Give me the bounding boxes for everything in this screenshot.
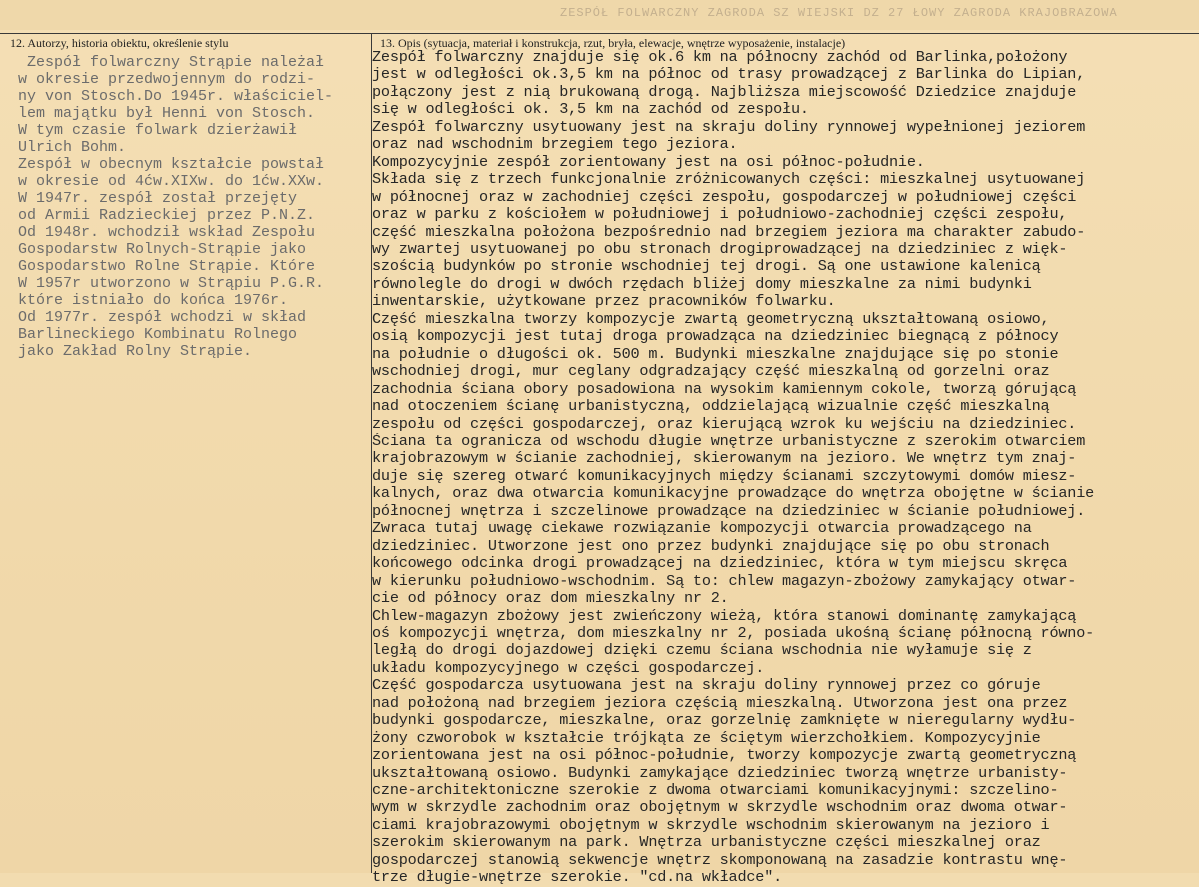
description-line: budynki gospodarcze, mieszkalne, oraz gorzelnię zamknięte w nieregularny wydłu- (372, 712, 1077, 730)
description-line: nad położoną nad brzegiem jeziora częścią mieszkalną. Utworzona jest ona przez (372, 694, 1068, 712)
description-line: wy zwartej usytuowanej po obu stronach drogiprowadzącej na dziedziniec z więk- (372, 240, 1068, 258)
description-line: ległą do drogi dojazdowej dzięki czemu ściana wschodnia nie wyłamuje się z (372, 642, 1032, 660)
description-line: układu kompozycyjnego w części gospodarczej. (372, 659, 765, 677)
history-line: Od 1948r. wchodził wskład Zespołu (18, 224, 316, 241)
history-line: w okresie od 4ćw.XIXw. do 1ćw.XXw. (18, 173, 325, 190)
description-line: inwentarskie, użytkowane przez pracowników folwarku. (372, 293, 836, 311)
description-line: oraz nad wschodnim brzegiem tego jeziora. (372, 136, 738, 154)
description-line: osią kompozycji jest tutaj droga prowadząca na dziedziniec biegnącą z północy (372, 328, 1059, 346)
history-line: W tym czasie folwark dzierżawił (18, 122, 298, 139)
history-line: Zespół folwarczny Strąpie należał (18, 54, 325, 71)
field-13-label: 13. Opis (sytuacja, materiał i konstrukcja, rzut, bryła, elewacje, wnętrze wyposażenie, instalacje) (380, 36, 846, 50)
history-line: ny von Stosch.Do 1945r. właściciel- (18, 88, 334, 105)
description-line: połączony jest z nią brukowaną drogą. Najbliższa miejscowość Dziedzice znajduje (372, 83, 1077, 101)
description-line: część mieszkalna położona bezpośrednio nad brzegiem jeziora ma charakter zabudo- (372, 223, 1086, 241)
description-line: wschodniej drogi, mur ceglany odgradzający część mieszkalną od gorzelni oraz (372, 363, 1050, 381)
history-line: w okresie przedwojennym do rodzi- (18, 71, 316, 88)
description-line: północnej wnętrza i szczelinowe prowadzące na dziedziniec w ścianie południowej. (372, 502, 1086, 520)
description-line: równolegle do drogi w dwóch rzędach bliżej domy mieszkalne za nimi budynki (372, 275, 1032, 293)
description-line: Ściana ta ogranicza od wschodu długie wnętrze urbanistyczne z szerokim otwarciem (372, 432, 1086, 450)
description-line: jest w odległości ok.3,5 km na północ od trasy prowadzącej z Barlinka do Lipian, (372, 66, 1086, 84)
description-line: żony czworobok w kształcie trójkąta ze ściętym wierzchołkiem. Kompozycyjnie (372, 729, 1041, 747)
description-line: Zespół folwarczny znajduje się ok.6 km na północny zachód od Barlinka,położony (372, 49, 1068, 66)
field-12-label: 12. Autorzy, historia obiektu, określenie stylu (10, 36, 229, 50)
description-line: Kompozycyjnie zespół zorientowany jest na osi północ-południe. (372, 153, 925, 171)
description-line: dziedziniec. Utworzone jest ono przez budynki znajdujące się po obu stronach (372, 537, 1050, 555)
header-strip (0, 0, 1199, 30)
description-line: cie od północy oraz dom mieszkalny nr 2. (372, 590, 729, 608)
history-line: Od 1977r. zespół wchodzi w skład (18, 309, 307, 326)
description-line: wym w skrzydle zachodnim oraz obojętnym w skrzydle wschodnim oraz dwoma otwar- (372, 799, 1068, 817)
description-line: ciami krajobrazowymi obojętnym w skrzydle wschodnim skierowanym na jezioro i (372, 816, 1050, 834)
description-line: Składa się z trzech funkcjonalnie zróżnicowanych części: mieszkalnej usytuowanej (372, 171, 1086, 189)
history-line: które istniało do końca 1976r. (18, 292, 289, 309)
description-line: zachodnia ściana obory posadowiona na wysokim kamiennym cokole, tworzą górującą (372, 380, 1077, 398)
history-line: Barlineckiego Kombinatu Rolnego (18, 326, 298, 343)
description-line: zorientowana jest na osi północ-południe, tworzy kompozycje zwartą geometryczną (372, 747, 1077, 765)
description-line: czne-architektoniczne szerokie z dwoma otwarciami komunikacyjnymi: szczelino- (372, 782, 1059, 800)
description-line: się w odległości ok. 3,5 km na zachód od zespołu. (372, 101, 809, 119)
description-line: szerokim skierowanym na park. Wnętrza urbanistyczne części mieszkalnej oraz (372, 834, 1041, 852)
history-line: Ulrich Bohm. (18, 139, 127, 156)
history-line: Gospodarstwo Rolne Strąpie. Które (18, 258, 316, 275)
description-line: ukształtowaną osiowo. Budynki zamykające dziedziniec tworzą wnętrze urbanisty- (372, 764, 1068, 782)
history-line: Zespół w obecnym kształcie powstał (18, 156, 325, 173)
description-line: w północnej oraz w zachodniej części zespołu, gospodarczej w południowej części (372, 188, 1077, 206)
description-line: na południe o długości ok. 500 m. Budynki mieszkalne znajdujące się po stonie (372, 345, 1059, 363)
description-line: Zwraca tutaj uwagę ciekawe rozwiązanie kompozycji otwarcia prowadzącego na (372, 520, 1032, 538)
faded-header-text: ZESPÓŁ FOLWARCZNY ZAGRODA SZ WIEJSKI DZ 27 ŁOWY ZAGRODA KRAJOBRAZOWA (560, 6, 1118, 20)
description-line: Zespół folwarczny usytuowany jest na skraju doliny rynnowej wypełnionej jeziorem (372, 118, 1086, 136)
description-line: oraz w parku z kościołem w południowej i południowo-zachodniej części zespołu, (372, 206, 1068, 224)
description-line: końcowego odcinka drogi prowadzącej na dziedziniec, która w tym miejscu skręca (372, 555, 1068, 573)
description-line: kalnych, oraz dwa otwarcia komunikacyjne prowadzące do wnętrza obojętne w ścianie (372, 485, 1095, 503)
description-line: gospodarczej stanowią sekwencje wnętrz skomponowaną na zasadzie kontrastu wnę- (372, 851, 1068, 869)
description-line: Część mieszkalna tworzy kompozycje zwartą geometryczną ukształtowaną osiowo, (372, 310, 1050, 328)
description-line: duje się szereg otwarć komunikacyjnych między ścianami szczytowymi domów miesz- (372, 467, 1077, 485)
description-line: oś kompozycji wnętrza, dom mieszkalny nr 2, posiada ukośną ścianę północną równo- (372, 624, 1095, 642)
description-line: szością budynków po stronie wschodniej tej drogi. Są one ustawione kalenicą (372, 258, 1041, 276)
history-line: jako Zakład Rolny Strąpie. (18, 343, 253, 360)
description-line: krajobrazowym w ścianie zachodniej, skierowanym na jezioro. We wnętrz tym znaj- (372, 450, 1077, 468)
header-rule (0, 33, 1199, 34)
description-line: Część gospodarcza usytuowana jest na skraju doliny rynnowej przez co góruje (372, 677, 1041, 695)
history-line: W 1947r. zespół został przejęty (18, 190, 298, 207)
description-line: w kierunku południowo-wschodnim. Są to: chlew magazyn-zbożowy zamykający otwar- (372, 572, 1077, 590)
history-line: Gospodarstw Rolnych-Strąpie jako (18, 241, 307, 258)
description-line: Chlew-magazyn zbożowy jest zwieńczony wieżą, która stanowi dominantę zamykającą (372, 607, 1077, 625)
description-line: nad otoczeniem ścianę urbanistyczną, oddzielającą wizualnie część mieszkalną (372, 398, 1050, 416)
description-text (372, 49, 1198, 887)
history-line: W 1957r utworzono w Strąpiu P.G.R. (18, 275, 325, 292)
history-text (18, 54, 370, 360)
description-line: trze długie-wnętrze szerokie. "cd.na wkładce". (372, 869, 783, 887)
history-line: od Armii Radzieckiej przez P.N.Z. (18, 207, 316, 224)
history-line: lem majątku był Henni von Stosch. (18, 105, 316, 122)
description-line: zespołu od części gospodarczej, oraz kierującą wzrok ku wejściu na dziedziniec. (372, 415, 1077, 433)
